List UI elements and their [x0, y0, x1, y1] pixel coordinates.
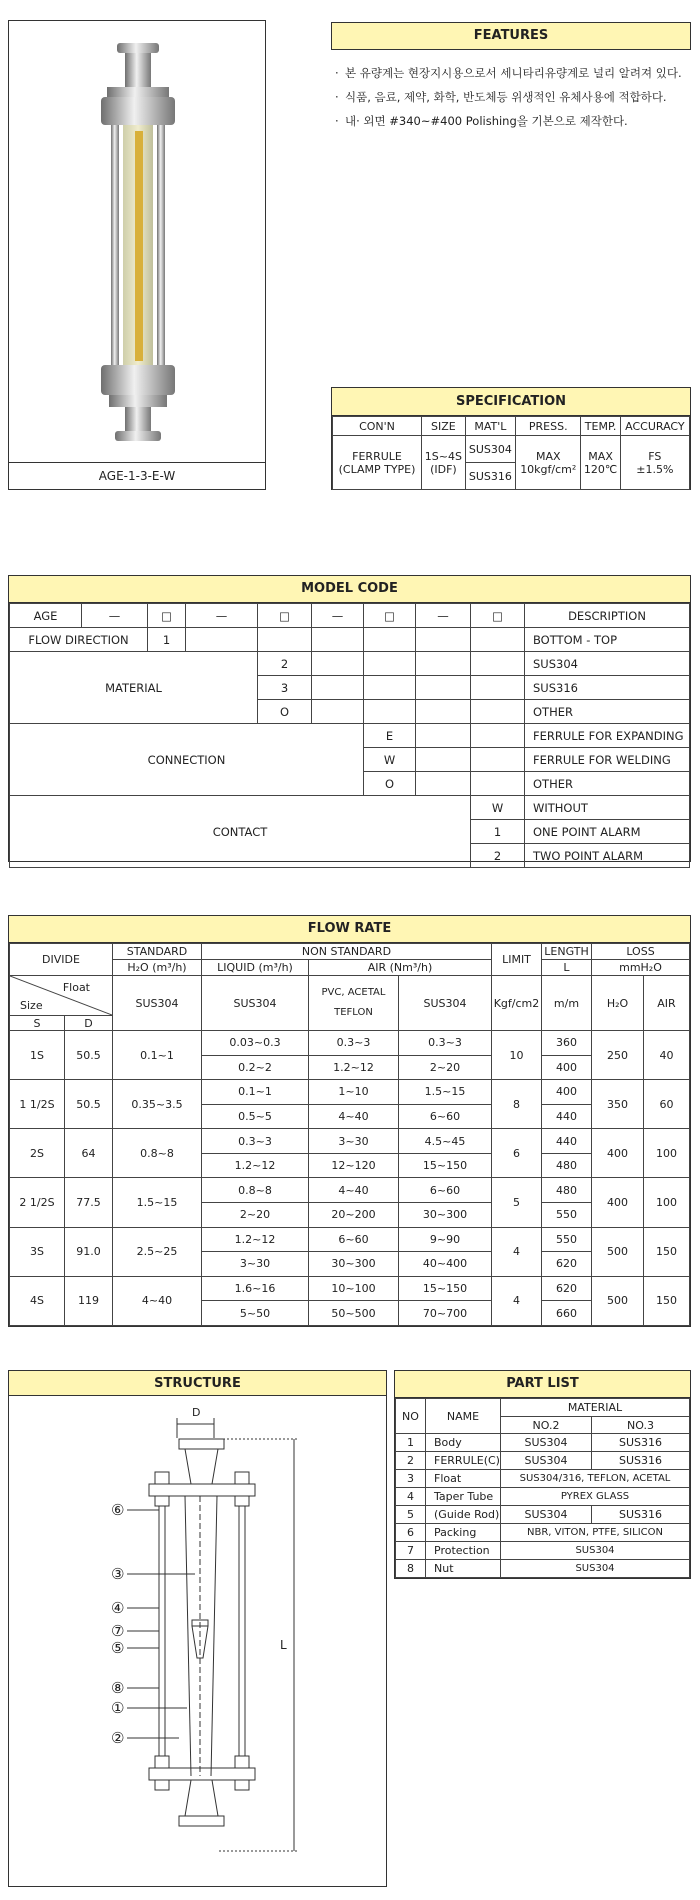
flow-row: [10, 1227, 690, 1252]
row-loss-h2o: 400: [592, 1129, 644, 1178]
dim-d-label: D: [192, 1406, 201, 1419]
spec-press: MAX 10kgf/cm²: [516, 436, 581, 490]
dim-l-label: L: [280, 1638, 287, 1652]
row-liquid: 0.8~8: [202, 1178, 309, 1203]
row-limit: 5: [492, 1178, 542, 1227]
part-no: 2: [396, 1452, 426, 1470]
contact-desc: ONE POINT ALARM: [525, 820, 690, 844]
part-material-no2: SUS304: [501, 1452, 592, 1470]
part-name: Body: [426, 1434, 501, 1452]
flow-rate-table: [9, 943, 690, 1326]
flow-rate-title: FLOW RATE: [9, 916, 690, 943]
model-slot: □: [148, 604, 186, 628]
model-code-table: [9, 603, 690, 868]
model-slot: □: [258, 604, 312, 628]
callout-5: ⑤: [111, 1639, 125, 1657]
col-sus304-liq: SUS304: [202, 976, 309, 1031]
row-sus: 9~90: [399, 1227, 492, 1252]
row-standard: 0.8~8: [113, 1129, 202, 1178]
part-name: Float: [426, 1470, 501, 1488]
spec-accuracy: FS ±1.5%: [620, 436, 689, 490]
material-desc: SUS316: [525, 676, 690, 700]
row-loss-h2o: 500: [592, 1276, 644, 1325]
product-photo-panel: [8, 20, 266, 490]
product-caption: AGE-1-3-E-W: [9, 462, 265, 489]
part-name: Nut: [426, 1560, 501, 1578]
row-pvc: 1.2~12: [309, 1055, 399, 1080]
callout-4: ④: [111, 1599, 125, 1617]
row-liquid: 1.2~12: [202, 1227, 309, 1252]
row-pvc: 4~40: [309, 1178, 399, 1203]
col-l: L: [542, 960, 592, 976]
row-pvc: 20~200: [309, 1203, 399, 1228]
row-length: 400: [542, 1055, 592, 1080]
material-label: MATERIAL: [10, 652, 258, 724]
col-sus304-std: SUS304: [113, 976, 202, 1031]
row-sus: 1.5~15: [399, 1080, 492, 1105]
size-label: Size: [20, 999, 43, 1012]
features-list: [335, 65, 690, 137]
row-loss-air: 150: [644, 1276, 690, 1325]
row-sus: 6~60: [399, 1178, 492, 1203]
row-length: 550: [542, 1227, 592, 1252]
flow-row: [10, 1276, 690, 1301]
row-pvc: 6~60: [309, 1227, 399, 1252]
col-air-loss: AIR: [644, 976, 690, 1031]
spec-header: PRESS.: [516, 417, 581, 436]
part-no: 8: [396, 1560, 426, 1578]
material-code: 3: [258, 676, 312, 700]
contact-label: CONTACT: [10, 796, 471, 868]
spec-size: 1S~4S (IDF): [422, 436, 466, 490]
col-limit: LIMIT: [492, 944, 542, 976]
row-standard: 1.5~15: [113, 1178, 202, 1227]
row-d: 50.5: [65, 1080, 113, 1129]
contact-code: 2: [471, 844, 525, 868]
part-no: 3: [396, 1470, 426, 1488]
row-length: 440: [542, 1104, 592, 1129]
spec-header: TEMP.: [581, 417, 620, 436]
float-label: Float: [62, 981, 90, 994]
row-pvc: 1~10: [309, 1080, 399, 1105]
row-d: 91.0: [65, 1227, 113, 1276]
row-limit: 8: [492, 1080, 542, 1129]
part-material-no3: SUS316: [592, 1506, 690, 1524]
part-no: 7: [396, 1542, 426, 1560]
row-length: 620: [542, 1252, 592, 1277]
col-divide: DIVIDE: [10, 944, 113, 976]
part-row: [396, 1488, 690, 1506]
connection-code: W: [364, 748, 416, 772]
part-material: SUS304/316, TEFLON, ACETAL: [501, 1470, 690, 1488]
part-material-no3: SUS316: [592, 1434, 690, 1452]
part-no: 1: [396, 1434, 426, 1452]
flow-direction-desc: BOTTOM - TOP: [525, 628, 690, 652]
material-desc: SUS304: [525, 652, 690, 676]
callout-3: ③: [111, 1565, 125, 1583]
part-name: FERRULE(C): [426, 1452, 501, 1470]
part-no: 5: [396, 1506, 426, 1524]
row-pvc: 4~40: [309, 1104, 399, 1129]
contact-code: 1: [471, 820, 525, 844]
row-d: 50.5: [65, 1031, 113, 1080]
part-col-no3: NO.3: [592, 1417, 690, 1434]
model-slot: □: [471, 604, 525, 628]
row-liquid: 0.3~3: [202, 1129, 309, 1154]
callout-6: ⑥: [111, 1501, 125, 1519]
row-limit: 4: [492, 1227, 542, 1276]
row-sus: 70~700: [399, 1301, 492, 1326]
col-s: S: [10, 1016, 65, 1031]
row-liquid: 0.2~2: [202, 1055, 309, 1080]
row-sus: 30~300: [399, 1203, 492, 1228]
part-name: Taper Tube: [426, 1488, 501, 1506]
col-length: LENGTH: [542, 944, 592, 960]
row-liquid: 3~30: [202, 1252, 309, 1277]
row-sus: 40~400: [399, 1252, 492, 1277]
row-size: 3S: [10, 1227, 65, 1276]
spec-header: SIZE: [422, 417, 466, 436]
row-limit: 6: [492, 1129, 542, 1178]
part-material-no2: SUS304: [501, 1506, 592, 1524]
row-liquid: 0.1~1: [202, 1080, 309, 1105]
part-row: [396, 1452, 690, 1470]
part-list-section: [394, 1370, 691, 1579]
part-list-title: PART LIST: [395, 1371, 690, 1398]
row-pvc: 10~100: [309, 1276, 399, 1301]
row-loss-air: 60: [644, 1080, 690, 1129]
part-no: 6: [396, 1524, 426, 1542]
row-sus: 15~150: [399, 1276, 492, 1301]
part-list-table: [395, 1398, 690, 1578]
spec-temp: MAX 120℃: [581, 436, 620, 490]
part-col-no2: NO.2: [501, 1417, 592, 1434]
spec-matl: SUS304: [465, 436, 515, 463]
part-material: NBR, VITON, PTFE, SILICON: [501, 1524, 690, 1542]
part-row: [396, 1560, 690, 1578]
row-length: 480: [542, 1178, 592, 1203]
model-separator: —: [312, 604, 364, 628]
col-size-float: [10, 976, 113, 1016]
spec-header: MAT'L: [465, 417, 515, 436]
row-length: 400: [542, 1080, 592, 1105]
model-separator: —: [416, 604, 471, 628]
col-non-standard: NON STANDARD: [202, 944, 492, 960]
connection-desc: OTHER: [525, 772, 690, 796]
row-pvc: 0.3~3: [309, 1031, 399, 1056]
connection-code: E: [364, 724, 416, 748]
part-material: SUS304: [501, 1560, 690, 1578]
row-d: 64: [65, 1129, 113, 1178]
part-material: SUS304: [501, 1542, 690, 1560]
row-length: 480: [542, 1153, 592, 1178]
part-row: [396, 1434, 690, 1452]
row-sus: 6~60: [399, 1104, 492, 1129]
row-length: 620: [542, 1276, 592, 1301]
feature-item: · 내· 외면 #340~#400 Polishing을 기본으로 제작한다.: [335, 113, 690, 129]
row-d: 119: [65, 1276, 113, 1325]
row-liquid: 0.03~0.3: [202, 1031, 309, 1056]
contact-desc: WITHOUT: [525, 796, 690, 820]
flow-rate-section: [8, 915, 691, 1327]
row-sus: 4.5~45: [399, 1129, 492, 1154]
col-d: D: [65, 1016, 113, 1031]
connection-label: CONNECTION: [10, 724, 364, 796]
part-name: (Guide Rod): [426, 1506, 501, 1524]
part-list-body: [396, 1434, 690, 1578]
flow-row: [10, 1031, 690, 1056]
model-separator: —: [186, 604, 258, 628]
spec-header: ACCURACY: [620, 417, 689, 436]
callout-8: ⑧: [111, 1679, 125, 1697]
col-air: AIR (Nm³/h): [309, 960, 492, 976]
part-name: Packing: [426, 1524, 501, 1542]
row-length: 440: [542, 1129, 592, 1154]
row-size: 2 1/2S: [10, 1178, 65, 1227]
model-prefix: AGE: [10, 604, 82, 628]
flow-row: [10, 1129, 690, 1154]
part-material-no3: SUS316: [592, 1452, 690, 1470]
row-loss-air: 100: [644, 1129, 690, 1178]
material-code: 2: [258, 652, 312, 676]
spec-matl: SUS316: [465, 463, 515, 490]
row-loss-h2o: 500: [592, 1227, 644, 1276]
callout-1: ①: [111, 1699, 125, 1717]
row-liquid: 5~50: [202, 1301, 309, 1326]
material-desc: OTHER: [525, 700, 690, 724]
flow-rate-body: [10, 1031, 690, 1326]
col-kgf: Kgf/cm2: [492, 976, 542, 1031]
col-h2o: H₂O: [592, 976, 644, 1031]
row-length: 660: [542, 1301, 592, 1326]
col-standard: STANDARD: [113, 944, 202, 960]
row-liquid: 2~20: [202, 1203, 309, 1228]
col-mmh2o: mmH₂O: [592, 960, 690, 976]
row-size: 2S: [10, 1129, 65, 1178]
row-liquid: 0.5~5: [202, 1104, 309, 1129]
flow-row: [10, 1080, 690, 1105]
material-code: O: [258, 700, 312, 724]
part-name: Protection: [426, 1542, 501, 1560]
specification-section: [331, 387, 691, 490]
part-col-material: MATERIAL: [501, 1399, 690, 1417]
features-title: FEATURES: [331, 22, 691, 50]
row-standard: 0.35~3.5: [113, 1080, 202, 1129]
col-mm: m/m: [542, 976, 592, 1031]
flow-direction-label: FLOW DIRECTION: [10, 628, 148, 652]
model-slot: □: [364, 604, 416, 628]
specification-table: [332, 416, 690, 490]
connection-desc: FERRULE FOR WELDING: [525, 748, 690, 772]
contact-code: W: [471, 796, 525, 820]
flow-direction-code: 1: [148, 628, 186, 652]
row-loss-air: 150: [644, 1227, 690, 1276]
row-sus: 0.3~3: [399, 1031, 492, 1056]
part-col-no: NO: [396, 1399, 426, 1434]
row-loss-h2o: 250: [592, 1031, 644, 1080]
spec-header: CON'N: [333, 417, 422, 436]
col-pvc: PVC, ACETAL TEFLON: [309, 976, 399, 1031]
spec-conn: FERRULE (CLAMP TYPE): [333, 436, 422, 490]
row-liquid: 1.6~16: [202, 1276, 309, 1301]
connection-desc: FERRULE FOR EXPANDING: [525, 724, 690, 748]
row-standard: 2.5~25: [113, 1227, 202, 1276]
row-sus: 15~150: [399, 1153, 492, 1178]
feature-item: · 본 유량계는 현장지시용으로서 세니타리유량계로 널리 알려져 있다.: [335, 65, 690, 81]
row-loss-air: 100: [644, 1178, 690, 1227]
model-separator: —: [82, 604, 148, 628]
connection-code: O: [364, 772, 416, 796]
part-material: PYREX GLASS: [501, 1488, 690, 1506]
structure-title: STRUCTURE: [9, 1371, 386, 1396]
feature-item: · 식품, 음료, 제약, 화학, 반도체등 위생적인 유체사용에 적합하다.: [335, 89, 690, 105]
row-liquid: 1.2~12: [202, 1153, 309, 1178]
row-loss-air: 40: [644, 1031, 690, 1080]
part-row: [396, 1470, 690, 1488]
model-code-section: [8, 575, 691, 862]
callout-2: ②: [111, 1729, 125, 1747]
row-loss-h2o: 350: [592, 1080, 644, 1129]
contact-desc: TWO POINT ALARM: [525, 844, 690, 868]
row-pvc: 50~500: [309, 1301, 399, 1326]
structure-drawing: [9, 1396, 386, 1884]
row-standard: 0.1~1: [113, 1031, 202, 1080]
row-standard: 4~40: [113, 1276, 202, 1325]
row-loss-h2o: 400: [592, 1178, 644, 1227]
row-d: 77.5: [65, 1178, 113, 1227]
col-loss: LOSS: [592, 944, 690, 960]
structure-section: [8, 1370, 387, 1887]
row-size: 4S: [10, 1276, 65, 1325]
callout-7: ⑦: [111, 1622, 125, 1640]
row-length: 360: [542, 1031, 592, 1056]
col-sus304-air: SUS304: [399, 976, 492, 1031]
specification-title: SPECIFICATION: [332, 388, 690, 416]
flowmeter-photo: [9, 21, 265, 461]
part-row: [396, 1542, 690, 1560]
col-h2o-std: H₂O (m³/h): [113, 960, 202, 976]
row-sus: 2~20: [399, 1055, 492, 1080]
row-size: 1 1/2S: [10, 1080, 65, 1129]
part-material-no2: SUS304: [501, 1434, 592, 1452]
part-row: [396, 1506, 690, 1524]
part-row: [396, 1524, 690, 1542]
row-limit: 4: [492, 1276, 542, 1325]
row-pvc: 12~120: [309, 1153, 399, 1178]
row-limit: 10: [492, 1031, 542, 1080]
row-pvc: 30~300: [309, 1252, 399, 1277]
row-size: 1S: [10, 1031, 65, 1080]
col-liquid: LIQUID (m³/h): [202, 960, 309, 976]
row-length: 550: [542, 1203, 592, 1228]
model-description-header: DESCRIPTION: [525, 604, 690, 628]
part-col-name: NAME: [426, 1399, 501, 1434]
flow-row: [10, 1178, 690, 1203]
model-code-title: MODEL CODE: [9, 576, 690, 603]
part-no: 4: [396, 1488, 426, 1506]
row-pvc: 3~30: [309, 1129, 399, 1154]
